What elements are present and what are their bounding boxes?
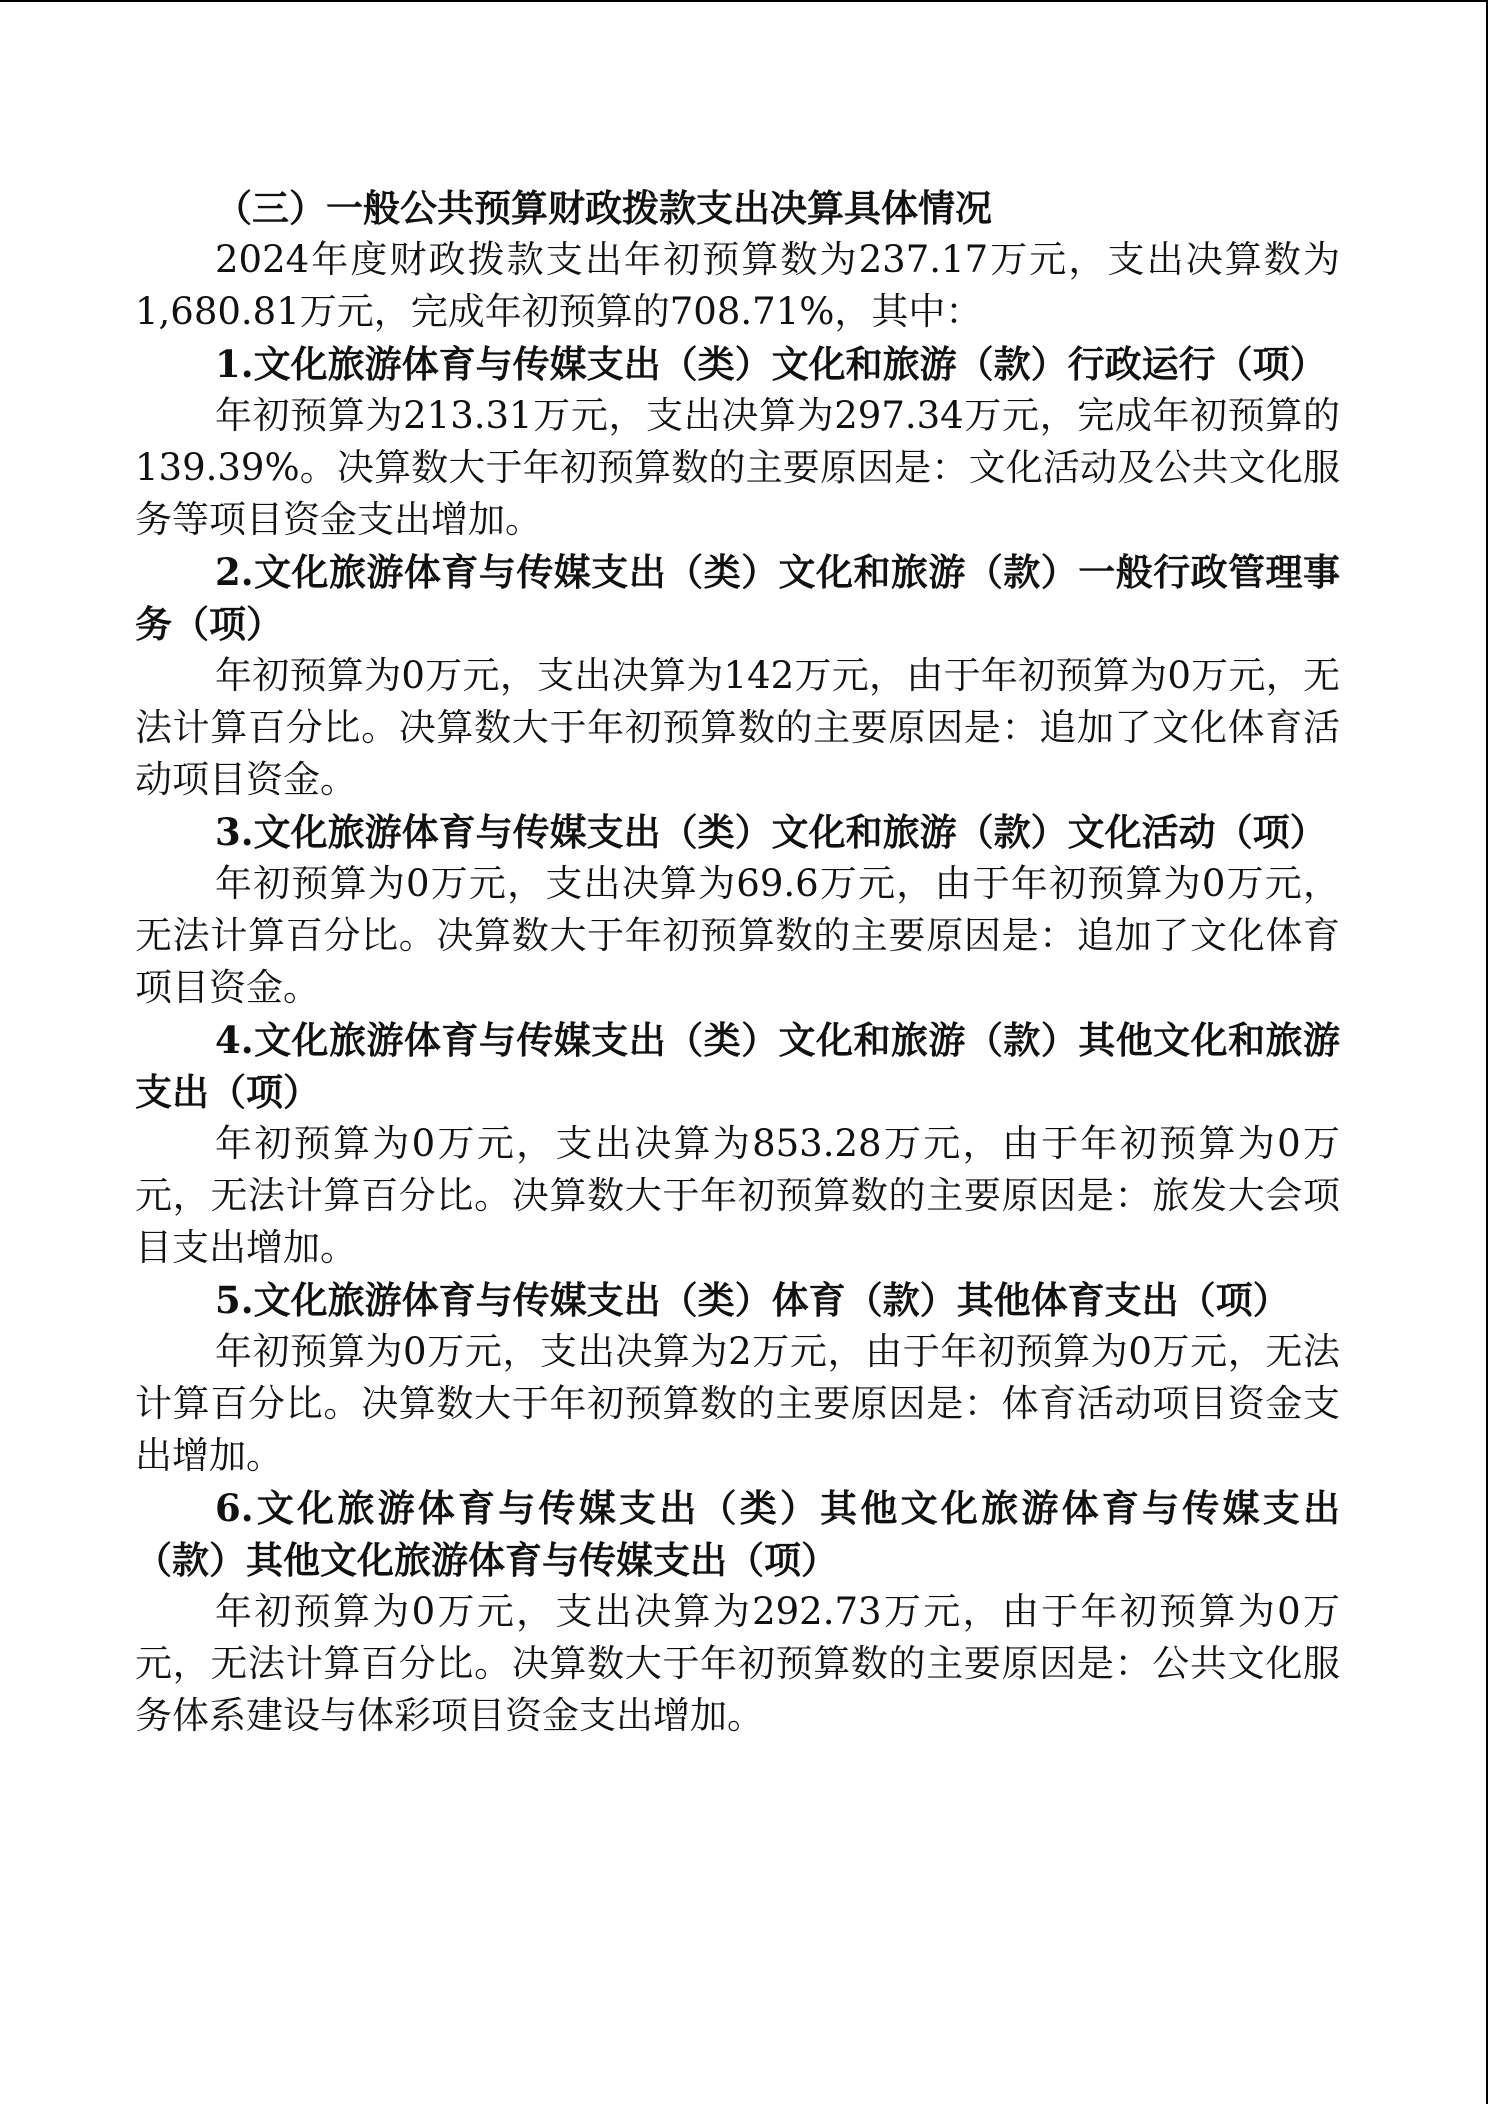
item-heading-6: 6.文化旅游体育与传媒支出（类）其他文化旅游体育与传媒支出（款）其他文化旅游体育与传媒支出（项） (135, 1486, 1340, 1582)
item-heading-5: 5.文化旅游体育与传媒支出（类）体育（款）其他体育支出（项） (215, 1278, 1290, 1322)
item-body-1: 年初预算为213.31万元，支出决算为297.34万元，完成年初预算的139.39%。决算数大于年初预算数的主要原因是：文化活动及公共文化服务等项目资金支出增加。 (135, 394, 1340, 541)
item-heading-1: 1.文化旅游体育与传媒支出（类）文化和旅游（款）行政运行（项） (215, 342, 1327, 386)
item-heading-2: 2.文化旅游体育与传媒支出（类）文化和旅游（款）一般行政管理事务（项） (135, 550, 1340, 646)
item-body-3: 年初预算为0万元，支出决算为69.6万元，由于年初预算为0万元，无法计算百分比。决算数大于年初预算数的主要原因是：追加了文化体育项目资金。 (135, 862, 1340, 1009)
document-body (135, 182, 1340, 1742)
intro-paragraph: 2024年度财政拨款支出年初预算数为237.17万元，支出决算数为1,680.81万元，完成年初预算的708.71%，其中： (135, 238, 1340, 333)
item-heading-4: 4.文化旅游体育与传媒支出（类）文化和旅游（款）其他文化和旅游支出（项） (135, 1018, 1340, 1114)
section-title: （三）一般公共预算财政拨款支出决算具体情况 (215, 186, 992, 230)
item-body-6: 年初预算为0万元，支出决算为292.73万元，由于年初预算为0万元，无法计算百分比。决算数大于年初预算数的主要原因是：公共文化服务体系建设与体彩项目资金支出增加。 (135, 1590, 1340, 1737)
item-body-2: 年初预算为0万元，支出决算为142万元，由于年初预算为0万元，无法计算百分比。决算数大于年初预算数的主要原因是：追加了文化体育活动项目资金。 (135, 654, 1340, 801)
item-body-5: 年初预算为0万元，支出决算为2万元，由于年初预算为0万元，无法计算百分比。决算数大于年初预算数的主要原因是：体育活动项目资金支出增加。 (135, 1330, 1340, 1477)
item-body-4: 年初预算为0万元，支出决算为853.28万元，由于年初预算为0万元，无法计算百分比。决算数大于年初预算数的主要原因是：旅发大会项目支出增加。 (135, 1122, 1340, 1269)
item-heading-3: 3.文化旅游体育与传媒支出（类）文化和旅游（款）文化活动（项） (215, 810, 1327, 854)
